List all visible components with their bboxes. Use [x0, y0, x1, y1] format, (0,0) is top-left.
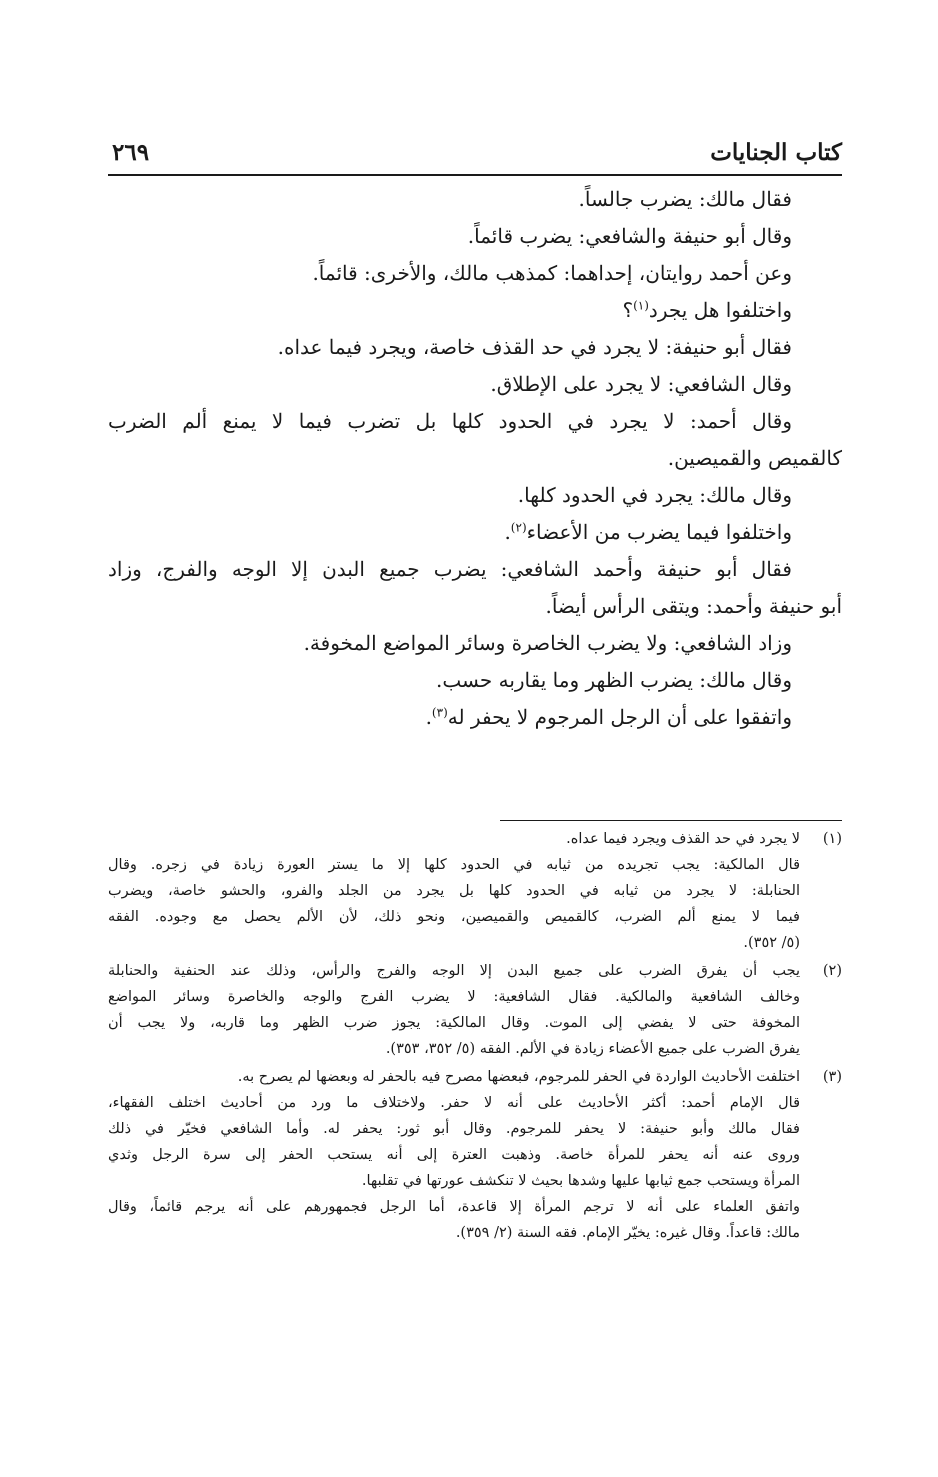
footnote-line: قال الإمام أحمد: أكثر الأحاديث على أنه لا حفر. ولاختلاف ما ورد من أحاديث اختلف الفقهاء،: [108, 1095, 800, 1111]
paragraph: وقال مالك: يضرب الظهر وما يقاربه حسب.: [436, 668, 792, 692]
page-number: ٢٦٩: [112, 139, 150, 166]
footnote-rule: [500, 820, 842, 821]
footnote-line: قال المالكية: يجب تجريده من ثيابه في الحدود كلها إلا ما يستر العورة زيادة في زجره. وقال: [108, 857, 800, 873]
header-rule: [108, 174, 842, 176]
footnote-number: (٣): [822, 1069, 842, 1085]
footnote-line: المرأة ويستحب جمع ثيابها عليها وشدها بحيث لا تنكشف عورتها في تقلبها.: [361, 1173, 800, 1189]
paragraph: فقال مالك: يضرب جالساً.: [578, 187, 792, 211]
paragraph: فقال أبو حنيفة وأحمد الشافعي: يضرب جميع البدن إلا الوجه والفرج، وزاد: [108, 557, 792, 581]
paragraph: وقال الشافعي: لا يجرد على الإطلاق.: [490, 372, 792, 396]
paragraph: واختلفوا هل يجرد$^{(١)}$؟: [622, 298, 792, 322]
footnote-line: مالك: قاعداً. وقال غيره: يخيّر الإمام. فقه السنة (٢/ ٣٥٩).: [455, 1225, 800, 1241]
paragraph: وقال أحمد: لا يجرد في الحدود كلها بل تضرب فيما لا يمنع ألم الضرب: [108, 409, 792, 433]
paragraph-continuation: أبو حنيفة وأحمد: ويتقى الرأس أيضاً.: [545, 594, 842, 618]
paragraph: واختلفوا فيما يضرب من الأعضاء$^{(٢)}$.: [504, 520, 792, 544]
footnote-number: (١): [822, 831, 842, 847]
footnote-2: [108, 958, 842, 1062]
running-head: [112, 126, 842, 166]
paragraph: وقال مالك: يجرد في الحدود كلها.: [517, 483, 792, 507]
footnote-line: فقال مالك وأبو حنيفة: لا يحفر للمرجوم. وقال أبو ثور: يحفر له. وأما الشافعي فخيّر في ذلك: [108, 1121, 800, 1137]
main-text: [108, 181, 842, 736]
paragraph: وعن أحمد روايتان، إحداهما: كمذهب مالك، والأخرى: قائماً.: [312, 261, 792, 285]
footnote-line: (٥/ ٣٥٢).: [743, 935, 800, 951]
paragraph: وزاد الشافعي: ولا يضرب الخاصرة وسائر المواضع المخوفة.: [303, 631, 792, 655]
footnote-number: (٢): [822, 963, 842, 979]
footnotes: [108, 826, 842, 1248]
paragraph: واتفقوا على أن الرجل المرجوم لا يحفر له$^{(٣)}$.: [425, 705, 792, 729]
paragraph: فقال أبو حنيفة: لا يجرد في حد القذف خاصة، ويجرد فيما عداه.: [277, 335, 792, 359]
footnote-line: وروى عنه أنه يحفر للمرأة خاصة. وذهبت العترة إلى أنه يستحب الحفر إلى سرة الرجل وثدي: [108, 1147, 800, 1163]
footnote-3: [108, 1064, 842, 1246]
footnote-line: يجب أن يفرق الضرب على جميع البدن إلا الوجه والفرج والرأس، وذلك عند الحنفية والحنابلة: [108, 963, 800, 979]
paragraph-continuation: كالقميص والقميصين.: [667, 446, 842, 470]
book-title: كتاب الجنايات: [710, 139, 842, 166]
footnote-line: اختلفت الأحاديث الواردة في الحفر للمرجوم، فبعضها مصرح فيه بالحفر له وبعضها لم يصرح به.: [237, 1069, 800, 1085]
footnote-ref[interactable]: (٢): [510, 520, 527, 535]
footnote-1: [108, 826, 842, 956]
footnote-line: فيما لا يمنع ألم الضرب، كالقميص والقميصين، ونحو ذلك، لأن الألم يحصل مع وجوده. الفقه: [108, 909, 800, 925]
footnote-ref[interactable]: (٣): [431, 705, 448, 720]
footnote-line: المخوفة حتى لا يفضي إلى الموت. وقال المالكية: يجوز ضرب الظهر وما قاربه، ولا يجب أن: [108, 1015, 800, 1031]
footnote-line: يفرق الضرب على جميع الأعضاء زيادة في الألم. الفقه (٥/ ٣٥٢، ٣٥٣).: [385, 1041, 800, 1057]
footnote-line: الحنابلة: لا يجرد من ثيابه في الحدود كلها بل يجرد من الجلد والفرو، والحشو خاصة، ويضرب: [108, 883, 800, 899]
footnote-line: لا يجرد في حد القذف ويجرد فيما عداه.: [566, 831, 800, 847]
footnote-ref[interactable]: (١): [633, 298, 649, 313]
footnote-line: وخالف الشافعية والمالكية. فقال الشافعية: لا يضرب الفرج والوجه والخاصرة وسائر المواضع: [108, 989, 800, 1005]
footnote-line: واتفق العلماء على أنه لا ترجم المرأة إلا قاعدة، أما الرجل فجمهورهم على أنه يرجم قائماً، وقال: [108, 1199, 800, 1215]
paragraph: وقال أبو حنيفة والشافعي: يضرب قائماً.: [467, 224, 792, 248]
